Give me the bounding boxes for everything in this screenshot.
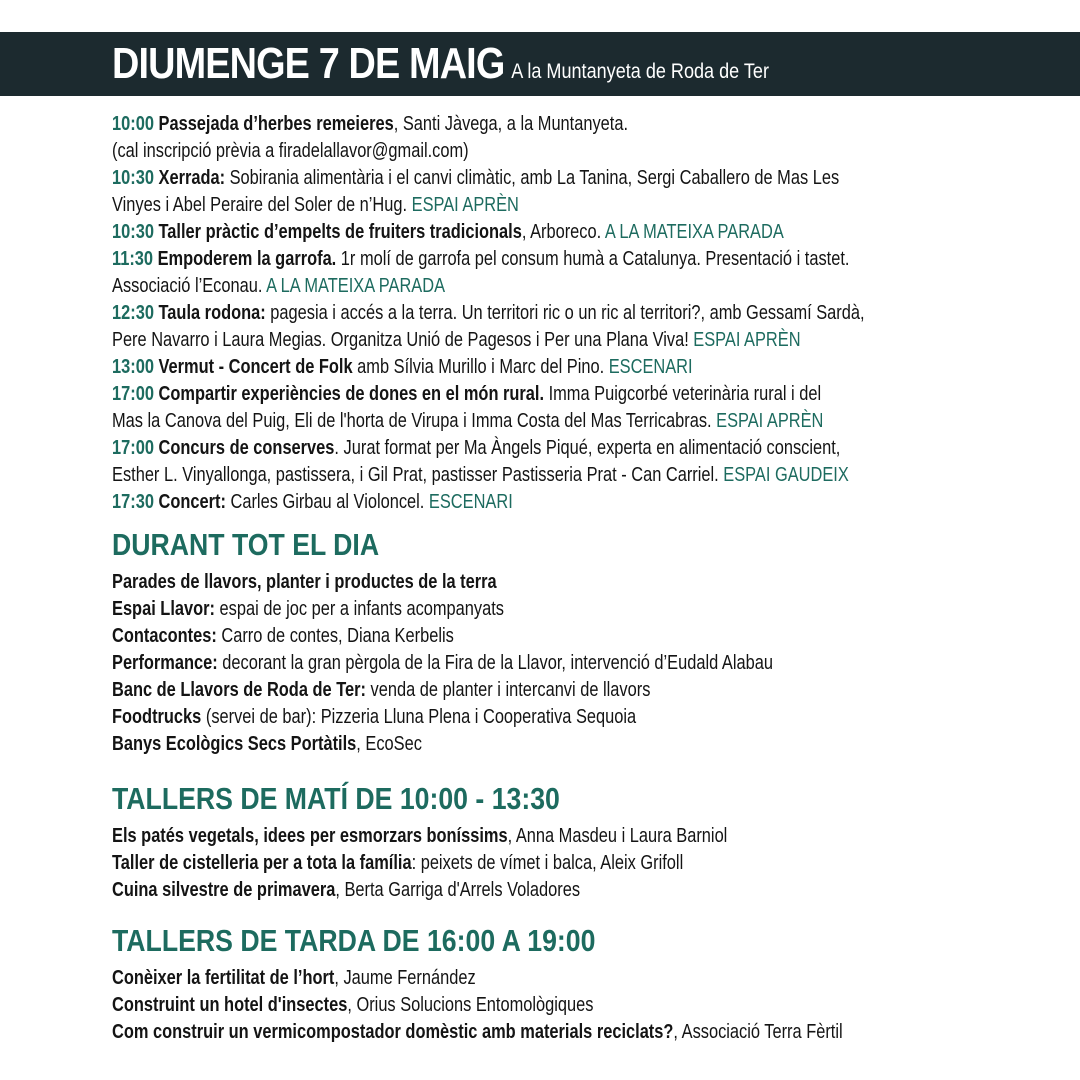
location-tag: ESCENARI — [608, 356, 693, 378]
list-item: Els patés vegetals, idees per esmorzars boníssims, Anna Masdeu i Laura Barniol — [112, 825, 728, 847]
list-item: Cuina silvestre de primavera, Berta Garriga d'Arrels Voladores — [112, 879, 581, 901]
schedule-item-cont: Mas la Canova del Puig, Eli de l'horta de Virupa i Imma Costa del Mas Terricabras. ESPAI APRÈN — [112, 410, 824, 432]
afternoon-workshops-list — [112, 965, 916, 1046]
location-tag: ESCENARI — [428, 491, 513, 513]
schedule-item: 13:00 Vermut - Concert de Folk amb Sílvia Murillo i Marc del Pino. ESCENARI — [112, 356, 693, 378]
list-item: Taller de cistelleria per a tota la família: peixets de vímet i balca, Aleix Grifoll — [112, 852, 684, 874]
list-item: Banys Ecològics Secs Portàtils, EcoSec — [112, 733, 422, 755]
all-day-list — [112, 569, 916, 758]
location-tag: A LA MATEIXA PARADA — [604, 221, 784, 243]
location-tag: ESPAI GAUDEIX — [723, 464, 849, 486]
schedule-list — [112, 111, 916, 516]
location-subtitle: A la Muntanyeta de Roda de Ter — [511, 60, 769, 83]
location-tag: ESPAI APRÈN — [716, 410, 824, 432]
schedule-item: 10:30 Taller pràctic d’empelts de fruiters tradicionals, Arboreco. A LA MATEIXA PARADA — [112, 221, 784, 243]
list-item: Banc de Llavors de Roda de Ter: venda de planter i intercanvi de llavors — [112, 679, 651, 701]
schedule-item: 17:00 Concurs de conserves. Jurat format per Ma Àngels Piqué, experta en alimentació conscient, — [112, 437, 841, 459]
date-title: DIUMENGE 7 DE MAIG — [112, 39, 505, 88]
list-item: Construint un hotel d'insectes, Orius Solucions Entomològiques — [112, 994, 594, 1016]
schedule-item: 10:30 Xerrada: Sobirania alimentària i el canvi climàtic, amb La Tanina, Sergi Caballero de Mas Les — [112, 167, 840, 189]
morning-workshops-heading: TALLERS DE MATÍ DE 10:00 - 13:30 — [112, 781, 560, 816]
schedule-item-cont: Associació l’Econau. A LA MATEIXA PARADA — [112, 275, 446, 297]
schedule-item-cont: Pere Navarro i Laura Megias. Organitza Unió de Pagesos i Per una Plana Viva! ESPAI APRÈN — [112, 329, 801, 351]
location-tag: ESPAI APRÈN — [693, 329, 801, 351]
afternoon-workshops-heading: TALLERS DE TARDA DE 16:00 A 19:00 — [112, 923, 596, 958]
list-item: Conèixer la fertilitat de l’hort, Jaume Fernández — [112, 967, 476, 989]
list-item: Parades de llavors, planter i productes de la terra — [112, 571, 497, 593]
schedule-item-cont: Vinyes i Abel Peraire del Soler de n’Hug. ESPAI APRÈN — [112, 194, 519, 216]
page-title — [112, 38, 769, 98]
schedule-item: 12:30 Taula rodona: pagesia i accés a la terra. Un territori ric o un ric al territori?, amb Gessamí Sardà, — [112, 302, 865, 324]
list-item: Performance: decorant la gran pèrgola de la Fira de la Llavor, intervenció d’Eudald Alabau — [112, 652, 773, 674]
list-item: Foodtrucks (servei de bar): Pizzeria Lluna Plena i Cooperativa Sequoia — [112, 706, 637, 728]
schedule-item-cont: Esther L. Vinyallonga, pastissera, i Gil Prat, pastisser Pastisseria Prat - Can Carriel. ESPAI GAUDEIX — [112, 464, 849, 486]
list-item: Com construir un vermicompostador domèstic amb materials reciclats?, Associació Terra Fèrtil — [112, 1021, 843, 1043]
schedule-item: 10:00 Passejada d’herbes remeieres, Santi Jàvega, a la Muntanyeta. — [112, 113, 629, 135]
list-item: Contacontes: Carro de contes, Diana Kerbelis — [112, 625, 454, 647]
schedule-item: 17:00 Compartir experiències de dones en el món rural. Imma Puigcorbé veterinària rural i del — [112, 383, 822, 405]
morning-workshops-list — [112, 823, 916, 904]
location-tag: A LA MATEIXA PARADA — [266, 275, 446, 297]
location-tag: ESPAI APRÈN — [411, 194, 519, 216]
schedule-item-cont: (cal inscripció prèvia a firadelallavor@gmail.com) — [112, 140, 469, 162]
schedule-item: 11:30 Empoderem la garrofa. 1r molí de garrofa pel consum humà a Catalunya. Presentació i tastet. — [112, 248, 850, 270]
list-item: Espai Llavor: espai de joc per a infants acompanyats — [112, 598, 504, 620]
all-day-heading: DURANT TOT EL DIA — [112, 527, 380, 562]
schedule-item: 17:30 Concert: Carles Girbau al Violoncel. ESCENARI — [112, 491, 513, 513]
